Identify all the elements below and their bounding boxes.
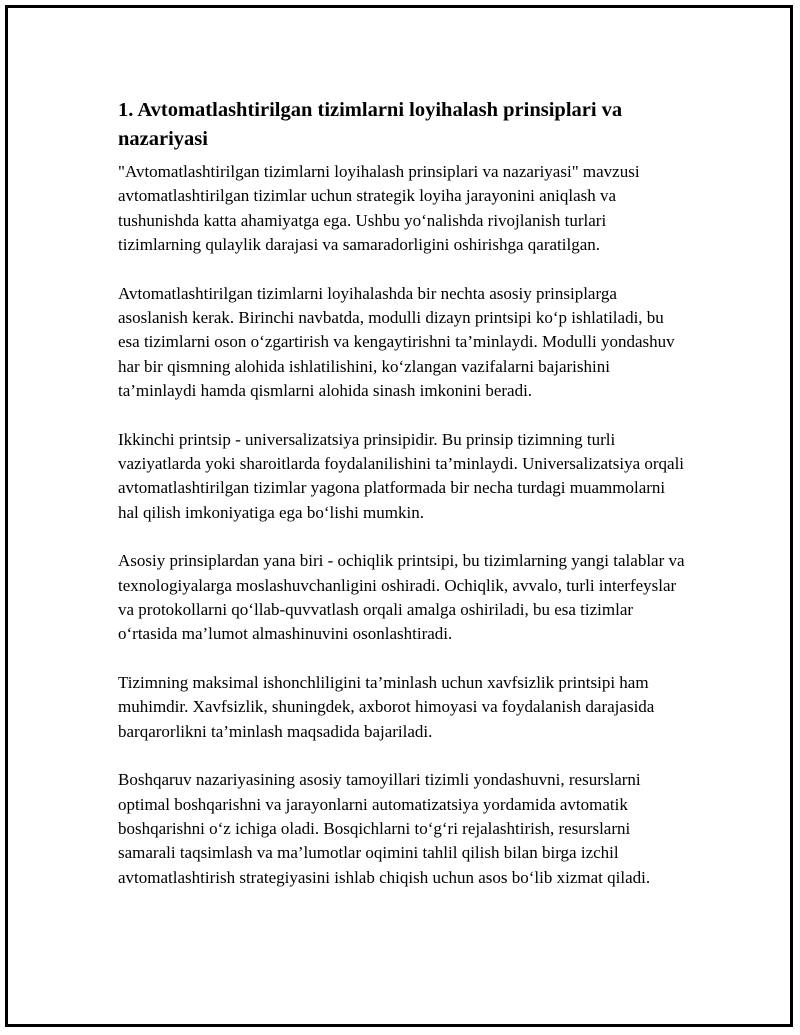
- paragraph-security-principle: Tizimning maksimal ishonchliligini ta’minlash uchun xavfsizlik printsipi ham muhimdir. Xavfsizlik, shuningdek, axborot himoyasi va foydalanish darajasida barqarorlikni ta’minlash maqsadida bajariladi.: [118, 673, 655, 741]
- paragraph-modular-principle: Avtomatlashtirilgan tizimlarni loyihalashda bir nechta asosiy prinsiplarga asoslanish kerak. Birinchi navbatda, modulli dizayn printsipi ko‘p ishlatiladi, bu esa tizimlarni oson o‘zgartirish va kengaytirishni ta’minlaydi. Modulli yondashuv har bir qismning alohida ishlatilishini, ko‘zlangan vazifalarni bajarishini ta’minlaydi hamda qismlarni alohida sinash imkonini beradi.: [118, 283, 675, 400]
- paragraph-universalization-principle: Ikkinchi printsip - universalizatsiya prinsipidir. Bu prinsip tizimning turli vaziyatlarda yoki sharoitlarda foydalanilishini ta’minlaydi. Universalizatsiya orqali avtomatlashtirilgan tizimlar yagona platformada bir necha turdagi muammolarni hal qilish imkoniyatiga ega bo‘lishi mumkin.: [118, 429, 685, 522]
- paragraph-intro: "Avtomatlashtirilgan tizimlarni loyihalash prinsiplari va nazariyasi" mavzusi avtomatlashtirilgan tizimlar uchun strategik loyiha jarayonini aniqlash va tushunishda katta ahamiyatga ega. Ushbu yo‘nalishda rivojlanish turlari tizimlarning qulaylik darajasi va samaradorligini oshirishga qaratilgan.: [118, 162, 640, 254]
- paragraph-control-theory: Boshqaruv nazariyasining asosiy tamoyillari tizimli yondashuvni, resurslarni optimal boshqarishni va jarayonlarni automatizatsiya yordamida avtomatik boshqarishni o‘z ichiga oladi. Bosqichlarni to‘g‘ri rejalashtirish, resurslarni samarali taqsimlash va ma’lumotlar oqimini tahlil qilish bilan birga izchil avtomatlashtirish strategiyasini ishlab chiqish uchun asos bo‘lib xizmat qiladi.: [118, 770, 651, 887]
- section-title: 1. Avtomatlashtirilgan tizimlarni loyihalash prinsiplari va nazariyasi: [118, 99, 623, 150]
- paragraph-openness-principle: Asosiy prinsiplardan yana biri - ochiqlik printsipi, bu tizimlarning yangi talablar va texnologiyalarga moslashuvchanligini oshiradi. Ochiqlik, avvalo, turli interfeyslar va protokollarni qo‘llab-quvvatlash orqali amalga oshiriladi, bu esa tizimlar o‘rtasida ma’lumot almashinuvini osonlashtiradi.: [118, 551, 685, 644]
- document-body: [118, 96, 688, 914]
